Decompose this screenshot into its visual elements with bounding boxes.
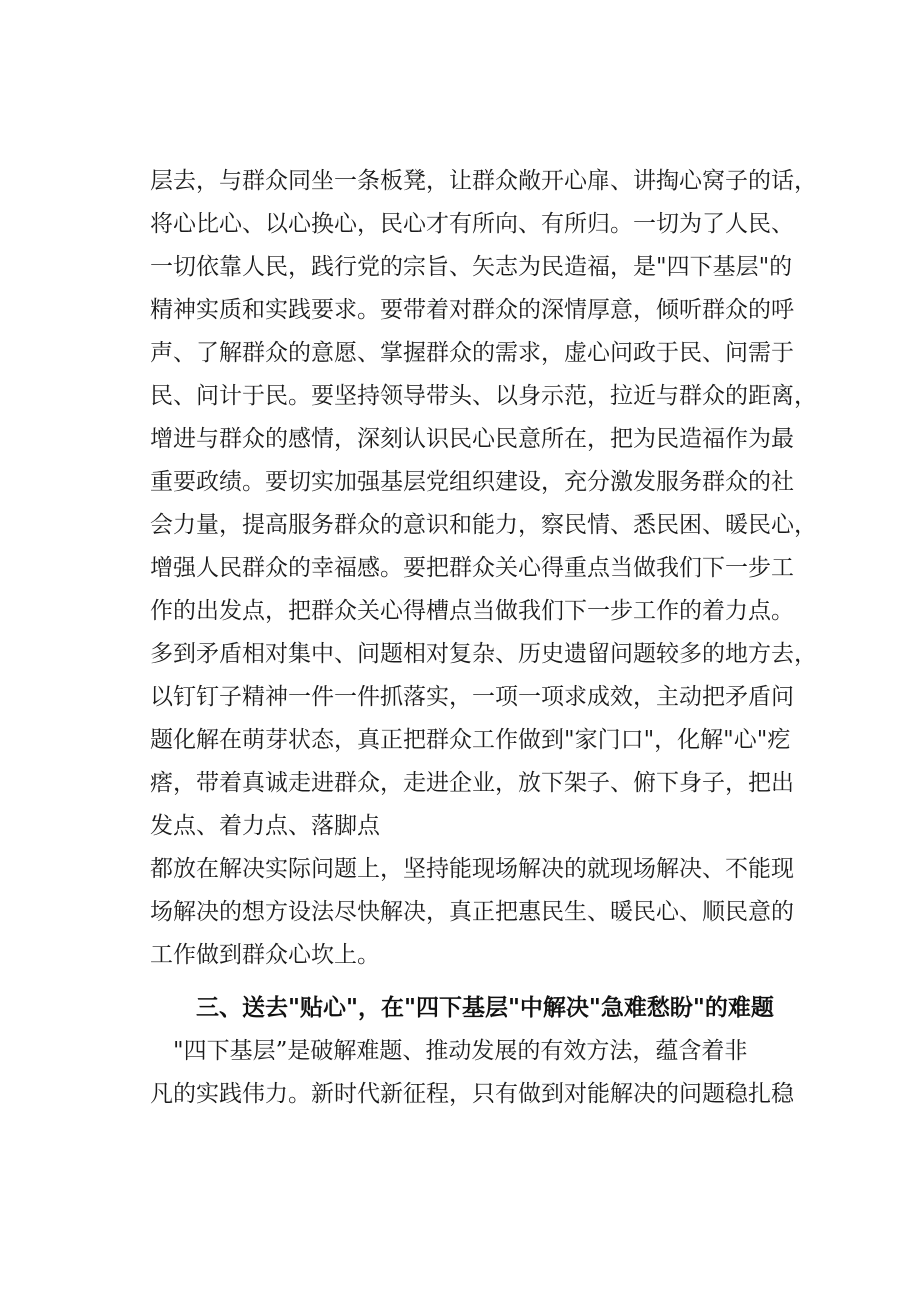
paragraph-line: 都放在解决实际问题上，坚持能现场解决的就现场解决、不能现 xyxy=(150,856,794,882)
paragraph-line: "四下基层”是破解难题、推动发展的有效方法，蕴含着非 xyxy=(150,1038,748,1064)
paragraph-line: 场解决的想方设法尽快解决，真正把惠民生、暖民心、顺民意的 xyxy=(150,899,794,925)
paragraph-line: 工作做到群众心坎上。 xyxy=(150,942,380,968)
paragraph-line: 多到矛盾相对集中、问题相对复杂、历史遗留问题较多的地方去， xyxy=(150,641,817,667)
section-heading: 三、送去"贴心"，在"四下基层"中解决"急难愁盼"的难题 xyxy=(196,995,774,1021)
paragraph-line: 层去，与群众同坐一条板凳，让群众敞开心扉、讲掏心窝子的话， xyxy=(150,168,817,194)
paragraph-line: 声、了解群众的意愿、掌握群众的需求，虚心问政于民、问需于 xyxy=(150,340,794,366)
section-paragraph xyxy=(150,1030,810,1116)
body-paragraph xyxy=(150,160,817,977)
paragraph-line: 凡的实践伟力。新时代新征程，只有做到对能解决的问题稳扎稳 xyxy=(150,1081,794,1107)
paragraph-line: 民、问计于民。要坚持领导带头、以身示范，拉近与群众的距离， xyxy=(150,383,817,409)
paragraph-line: 以钉钉子精神一件一件抓落实，一项一项求成效，主动把矛盾问 xyxy=(150,684,794,710)
paragraph-line: 精神实质和实践要求。要带着对群众的深情厚意，倾听群众的呼 xyxy=(150,297,794,323)
paragraph-line: 题化解在萌芽状态，真正把群众工作做到"家门口"，化解"心"疙 xyxy=(150,727,791,753)
paragraph-line: 瘩，带着真诚走进群众，走进企业，放下架子、俯下身子，把出 xyxy=(150,770,794,796)
paragraph-line: 增进与群众的感情，深刻认识民心民意所在，把为民造福作为最 xyxy=(150,426,794,452)
paragraph-line: 作的出发点，把群众关心得槽点当做我们下一步工作的着力点。 xyxy=(150,598,794,624)
paragraph-line: 重要政绩。要切实加强基层党组织建设，充分激发服务群众的社 xyxy=(150,469,794,495)
paragraph-line: 将心比心、以心换心，民心才有所向、有所归。一切为了人民、 xyxy=(150,211,794,237)
paragraph-line: 会力量，提高服务群众的意识和能力，察民情、悉民困、暖民心， xyxy=(150,512,817,538)
paragraph-line: 发点、着力点、落脚点 xyxy=(150,813,380,839)
paragraph-line: 增强人民群众的幸福感。要把群众关心得重点当做我们下一步工 xyxy=(150,555,794,581)
paragraph-line: 一切依靠人民，践行党的宗旨、矢志为民造福，是"四下基层"的 xyxy=(150,254,793,280)
